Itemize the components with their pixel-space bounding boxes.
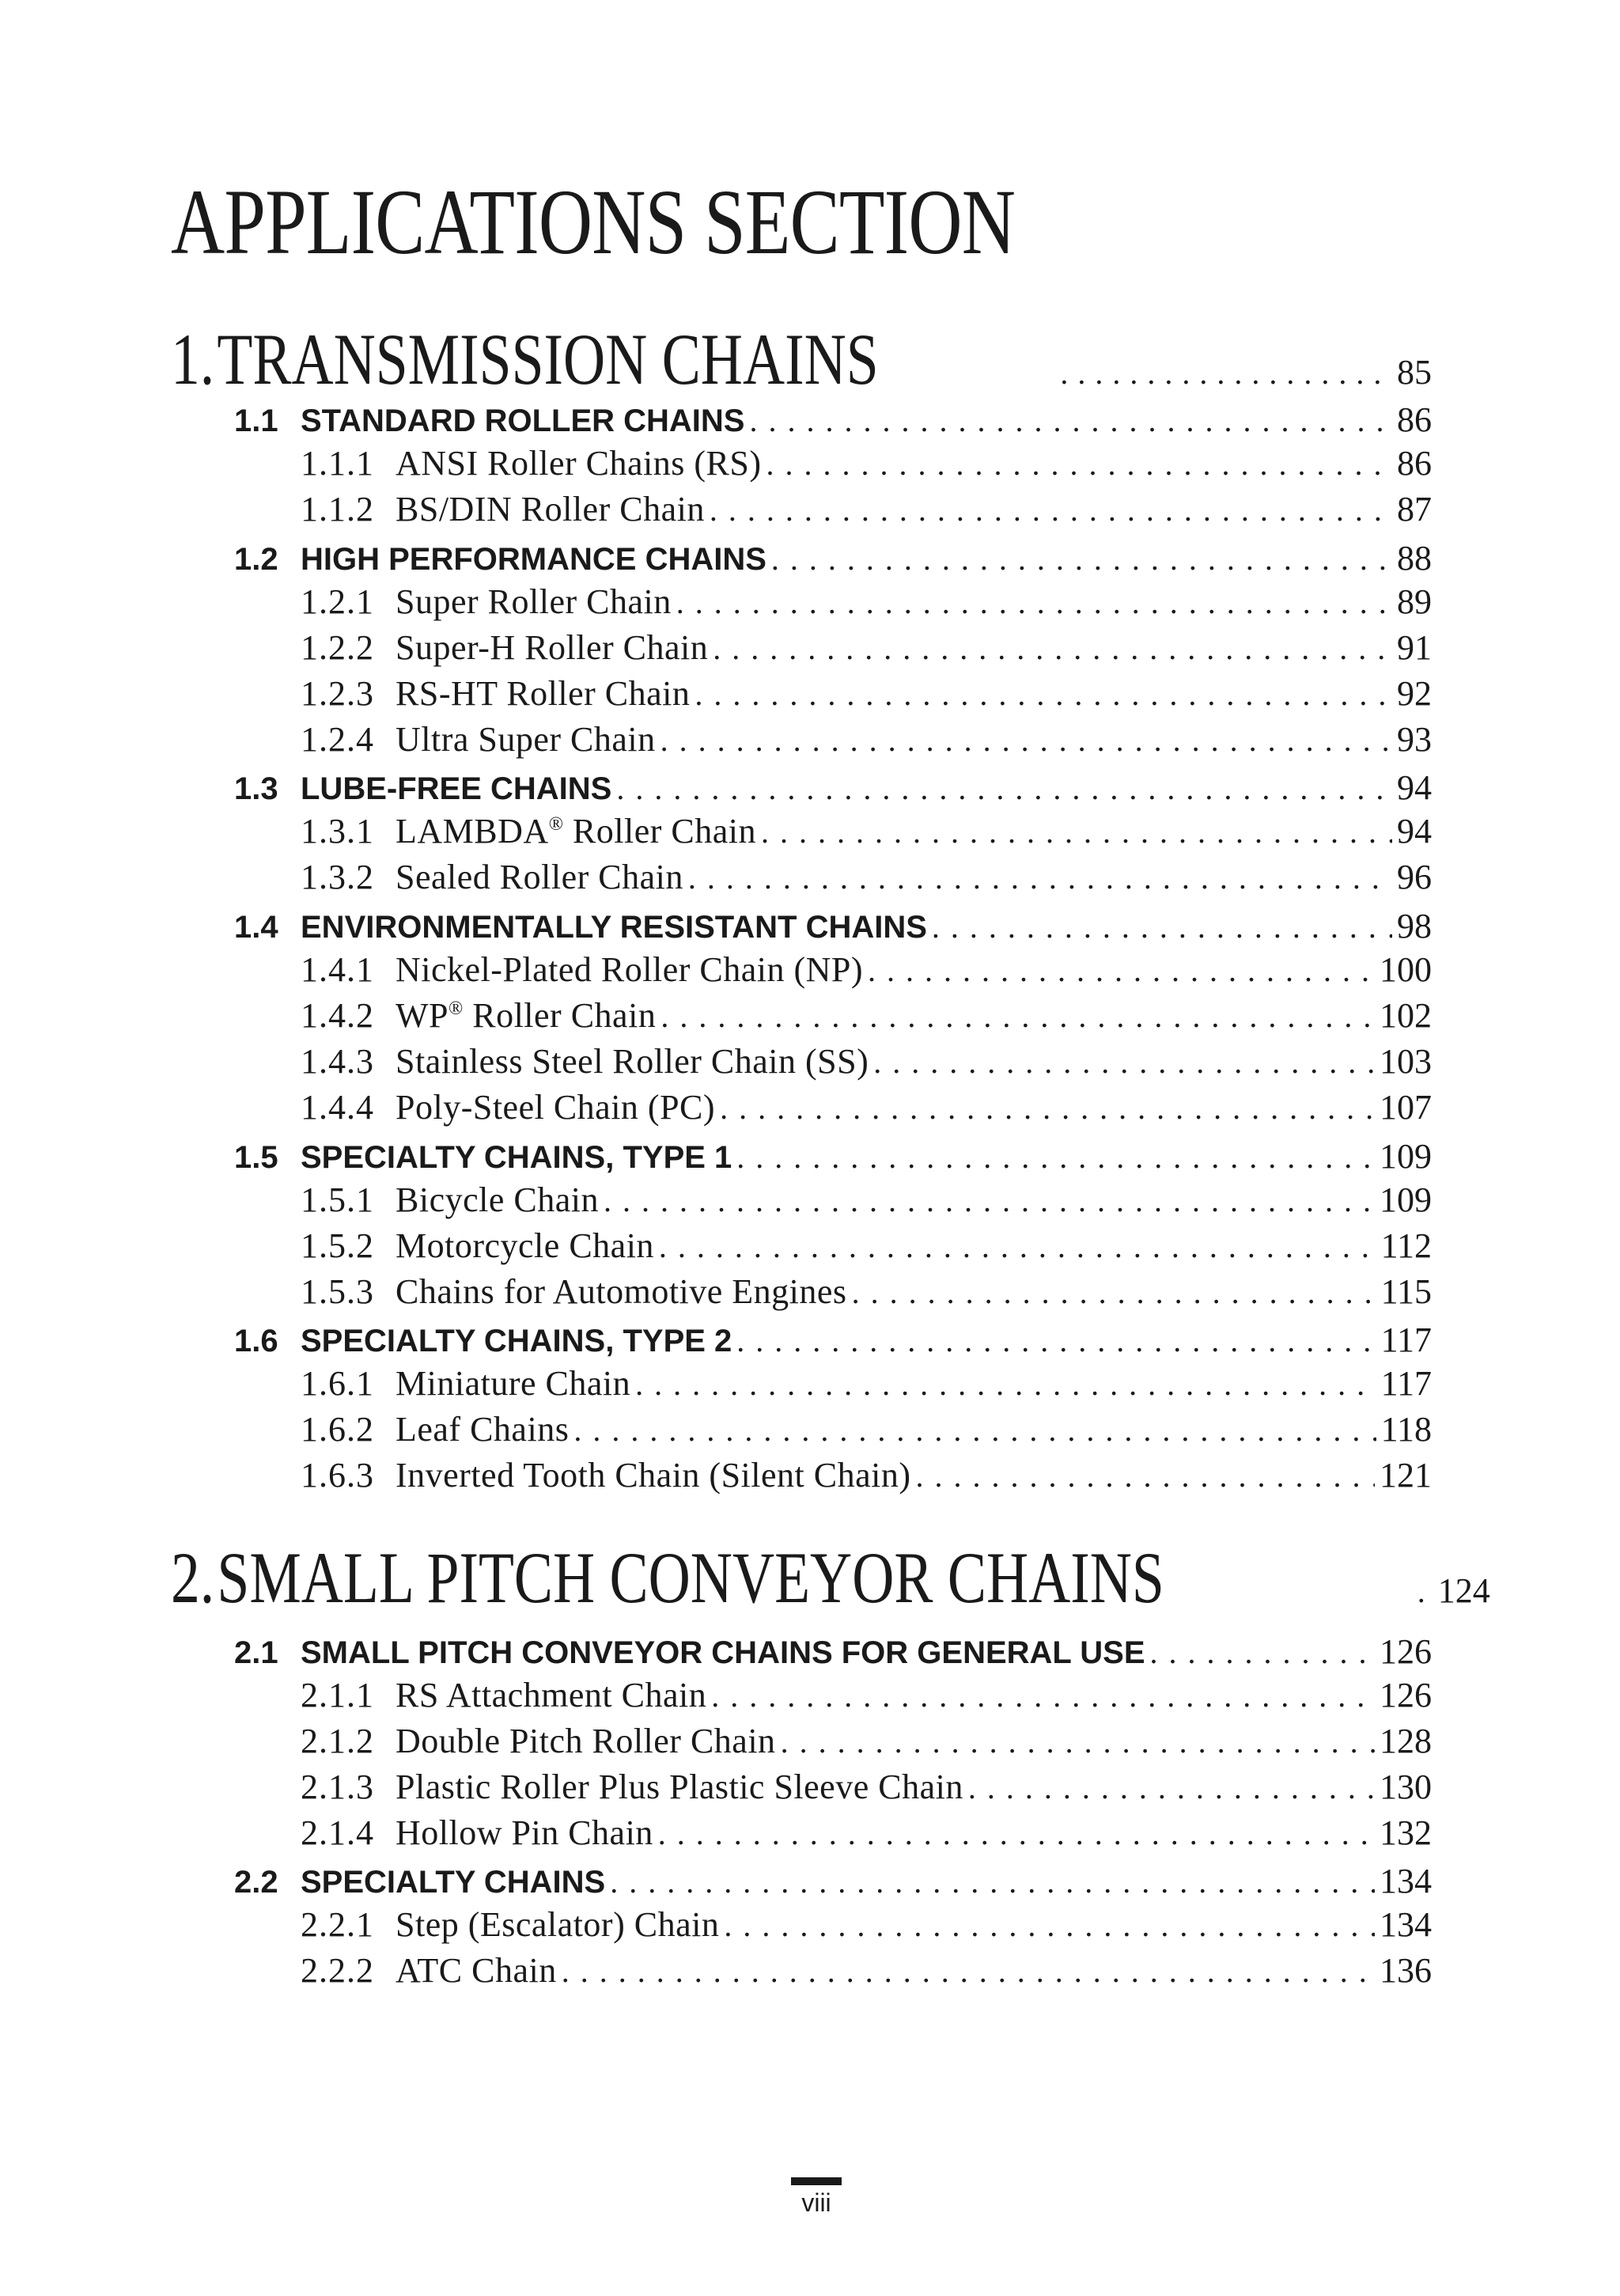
section-number: 2.2: [234, 1865, 278, 1900]
page-number: 132: [1380, 1813, 1432, 1852]
toc-subsection-row: [171, 1721, 1432, 1761]
subsection-title: Plastic Roller Plus Plastic Sleeve Chain: [396, 1767, 963, 1806]
subsection-title: Leaf Chains: [396, 1410, 570, 1449]
subsection-number: 1.5.2: [301, 1226, 374, 1265]
section-title: HIGH PERFORMANCE CHAINS: [301, 542, 766, 577]
subsection-number: 2.2.1: [301, 1905, 374, 1944]
toc-section-row: [171, 538, 1432, 578]
toc-subsection-row: [171, 1041, 1432, 1082]
dot-leader: [660, 998, 1375, 1035]
section-title: SPECIALTY CHAINS, TYPE 1: [301, 1140, 732, 1175]
page-number: 93: [1397, 720, 1432, 759]
page-number: 87: [1397, 490, 1432, 529]
subsection-number: 1.2.2: [301, 628, 374, 667]
dot-leader: [868, 952, 1375, 989]
toc-subsection-row: [171, 857, 1432, 897]
dot-leader: [761, 813, 1392, 851]
toc-subsection-row: [171, 719, 1432, 760]
dot-leader: [695, 676, 1392, 713]
subsection-title: Super Roller Chain: [396, 582, 672, 621]
toc-subsection-row: [171, 1904, 1432, 1945]
subsection-number: 1.5.1: [301, 1180, 374, 1219]
subsection-number: 1.2.4: [301, 720, 374, 759]
subsection-title: Double Pitch Roller Chain: [396, 1722, 776, 1760]
toc-subsection-row: [171, 1409, 1432, 1449]
toc-subsection-row: [171, 811, 1432, 851]
page-number: 117: [1380, 1320, 1432, 1359]
dot-leader: [610, 1863, 1375, 1900]
toc-subsection-row: [171, 443, 1432, 483]
subsection-number: 1.2.3: [301, 674, 374, 713]
page-number: 86: [1397, 444, 1432, 483]
subsection-title: RS-HT Roller Chain: [396, 674, 691, 713]
dot-leader: [635, 1366, 1376, 1403]
page-number: 96: [1397, 858, 1432, 896]
subsection-title: Nickel-Plated Roller Chain (NP): [396, 950, 864, 989]
page-number: 112: [1380, 1226, 1432, 1265]
toc-subsection-row: [171, 1271, 1432, 1312]
dot-leader: [724, 1907, 1375, 1944]
section-title: ENVIRONMENTALLY RESISTANT CHAINS: [301, 910, 927, 945]
section-number: 1.2: [234, 542, 278, 577]
page-number: 126: [1380, 1632, 1432, 1671]
dot-leader: [660, 722, 1392, 759]
subsection-title: Bicycle Chain: [396, 1180, 599, 1219]
subsection-title: Motorcycle Chain: [396, 1226, 654, 1265]
dot-leader: [562, 1953, 1375, 1990]
dot-leader: [916, 1457, 1375, 1495]
dot-leader: [736, 1322, 1376, 1359]
subsection-number: 1.3.2: [301, 858, 374, 896]
dot-leader: [713, 630, 1392, 667]
page-number: 98: [1397, 907, 1432, 945]
subsection-number: 2.2.2: [301, 1951, 374, 1990]
page-number: 128: [1380, 1722, 1432, 1760]
page-number: 107: [1380, 1088, 1432, 1127]
chapter-title: TRANSMISSION CHAINS: [217, 319, 879, 400]
registered-mark: ®: [449, 998, 464, 1019]
section-number: 2.1: [234, 1635, 278, 1670]
toc-subsection-row: [171, 1087, 1432, 1127]
page-number: 103: [1380, 1042, 1432, 1081]
toc-subsection-row: [171, 1675, 1432, 1715]
page-number: 86: [1397, 400, 1432, 439]
subsection-title: Chains for Automotive Engines: [396, 1272, 847, 1311]
dot-leader: [1060, 354, 1392, 392]
page-title: APPLICATIONS SECTION: [171, 170, 1016, 274]
page-number: 124: [1437, 1571, 1490, 1610]
page-number: 117: [1380, 1364, 1432, 1403]
section-number: 1.5: [234, 1140, 278, 1175]
subsection-number: 2.1.1: [301, 1676, 374, 1714]
subsection-title: RS Attachment Chain: [396, 1676, 707, 1714]
page-number: 94: [1397, 768, 1432, 807]
page-number: 134: [1380, 1905, 1432, 1944]
subsection-number: 2.1.4: [301, 1813, 374, 1852]
page-number: 134: [1380, 1862, 1432, 1900]
toc-section-row: [171, 400, 1432, 440]
toc-section-row: [171, 1136, 1432, 1176]
page-number: 118: [1380, 1410, 1432, 1449]
dot-leader: [873, 1044, 1375, 1081]
dot-leader: [749, 402, 1392, 439]
toc-section-row: [171, 906, 1432, 946]
dot-leader: [852, 1274, 1376, 1311]
page-number: 126: [1380, 1676, 1432, 1714]
section-title: STANDARD ROLLER CHAINS: [301, 404, 745, 438]
section-number: 1.3: [234, 771, 278, 806]
subsection-title: ANSI Roller Chains (RS): [396, 444, 762, 483]
toc-subsection-row: [171, 1455, 1432, 1495]
toc-subsection-row: [171, 1767, 1432, 1807]
dot-leader: [781, 1723, 1375, 1760]
subsection-title: Super-H Roller Chain: [396, 628, 709, 667]
toc-section-row: [171, 1320, 1432, 1360]
page-number: 102: [1380, 996, 1432, 1035]
subsection-number: 1.1.1: [301, 444, 374, 483]
dot-leader: [604, 1182, 1375, 1219]
toc-subsection-row: [171, 995, 1432, 1036]
subsection-title: Ultra Super Chain: [396, 720, 656, 759]
section-title: LUBE-FREE CHAINS: [301, 771, 612, 806]
subsection-number: 1.4.3: [301, 1042, 374, 1081]
subsection-number: 1.6.3: [301, 1456, 374, 1495]
page-number: 109: [1380, 1180, 1432, 1219]
toc-subsection-row: [171, 582, 1432, 622]
subsection-title: BS/DIN Roller Chain: [396, 490, 705, 529]
subsection-number: 1.4.4: [301, 1088, 374, 1127]
toc-section-row: [171, 767, 1432, 808]
dot-leader: [736, 1139, 1375, 1176]
dot-leader: [573, 1411, 1376, 1449]
chapter-title: SMALL PITCH CONVEYOR CHAINS: [217, 1537, 1164, 1618]
page-number: 109: [1380, 1137, 1432, 1176]
toc-subsection-row: [171, 489, 1432, 529]
subsection-title: LAMBDA® Roller Chain: [396, 812, 757, 851]
dot-leader: [1418, 1573, 1433, 1610]
dot-leader: [658, 1815, 1375, 1852]
section-number: 1.1: [234, 404, 278, 438]
toc-chapter-row: [171, 319, 1432, 400]
subsection-number: 1.1.2: [301, 490, 374, 529]
footer-rule: [791, 2177, 842, 2185]
dot-leader: [659, 1228, 1376, 1265]
toc-section-row: [171, 1631, 1432, 1672]
subsection-number: 1.4.2: [301, 996, 374, 1035]
page-number: 89: [1397, 582, 1432, 621]
footer-page-number: viii: [801, 2188, 831, 2217]
subsection-title: WP® Roller Chain: [396, 996, 657, 1035]
dot-leader: [616, 770, 1392, 807]
dot-leader: [720, 1089, 1375, 1127]
subsection-number: 2.1.2: [301, 1722, 374, 1760]
subsection-title: ATC Chain: [396, 1951, 557, 1990]
subsection-number: 1.2.1: [301, 582, 374, 621]
dot-leader: [688, 859, 1392, 896]
dot-leader: [1150, 1634, 1376, 1671]
toc-subsection-row: [171, 1226, 1432, 1266]
subsection-title: Stainless Steel Roller Chain (SS): [396, 1042, 869, 1081]
toc-chapter-row: [171, 1537, 1490, 1618]
subsection-title: Inverted Tooth Chain (Silent Chain): [396, 1456, 911, 1495]
toc-subsection-row: [171, 1363, 1432, 1404]
toc-subsection-row: [171, 949, 1432, 990]
page-number: 85: [1397, 353, 1432, 392]
subsection-title: Miniature Chain: [396, 1364, 631, 1403]
page-number: 94: [1397, 812, 1432, 851]
toc-subsection-row: [171, 673, 1432, 714]
chapter-number: 1.: [171, 319, 215, 400]
page-number: 121: [1380, 1456, 1432, 1495]
section-number: 1.6: [234, 1324, 278, 1358]
subsection-title: Sealed Roller Chain: [396, 858, 683, 896]
chapter-number: 2.: [171, 1537, 215, 1618]
toc-subsection-row: [171, 627, 1432, 668]
subsection-number: 1.6.1: [301, 1364, 374, 1403]
toc-subsection-row: [171, 1950, 1432, 1991]
toc-section-row: [171, 1861, 1432, 1901]
page-number: 92: [1397, 674, 1432, 713]
subsection-number: 1.6.2: [301, 1410, 374, 1449]
toc-subsection-row: [171, 1813, 1432, 1853]
section-title: SPECIALTY CHAINS: [301, 1865, 606, 1900]
subsection-number: 1.4.1: [301, 950, 374, 989]
page-number: 136: [1380, 1951, 1432, 1990]
dot-leader: [771, 540, 1392, 578]
page-number: 100: [1380, 950, 1432, 989]
subsection-number: 2.1.3: [301, 1767, 374, 1806]
page-number: 130: [1380, 1767, 1432, 1806]
registered-mark: ®: [548, 814, 564, 835]
section-title: SMALL PITCH CONVEYOR CHAINS FOR GENERAL USE: [301, 1635, 1145, 1670]
subsection-title: Step (Escalator) Chain: [396, 1905, 720, 1944]
toc-subsection-row: [171, 1180, 1432, 1220]
subsection-number: 1.3.1: [301, 812, 374, 851]
section-title: SPECIALTY CHAINS, TYPE 2: [301, 1324, 732, 1358]
dot-leader: [710, 491, 1392, 529]
subsection-title: Hollow Pin Chain: [396, 1813, 653, 1852]
dot-leader: [766, 445, 1393, 483]
page-number: 91: [1397, 628, 1432, 667]
section-number: 1.4: [234, 910, 278, 945]
dot-leader: [676, 584, 1392, 621]
page-number: 115: [1380, 1272, 1432, 1311]
subsection-number: 1.5.3: [301, 1272, 374, 1311]
dot-leader: [932, 908, 1392, 945]
page-number: 88: [1397, 539, 1432, 578]
subsection-title: Poly-Steel Chain (PC): [396, 1088, 716, 1127]
dot-leader: [968, 1769, 1375, 1806]
dot-leader: [711, 1677, 1375, 1714]
